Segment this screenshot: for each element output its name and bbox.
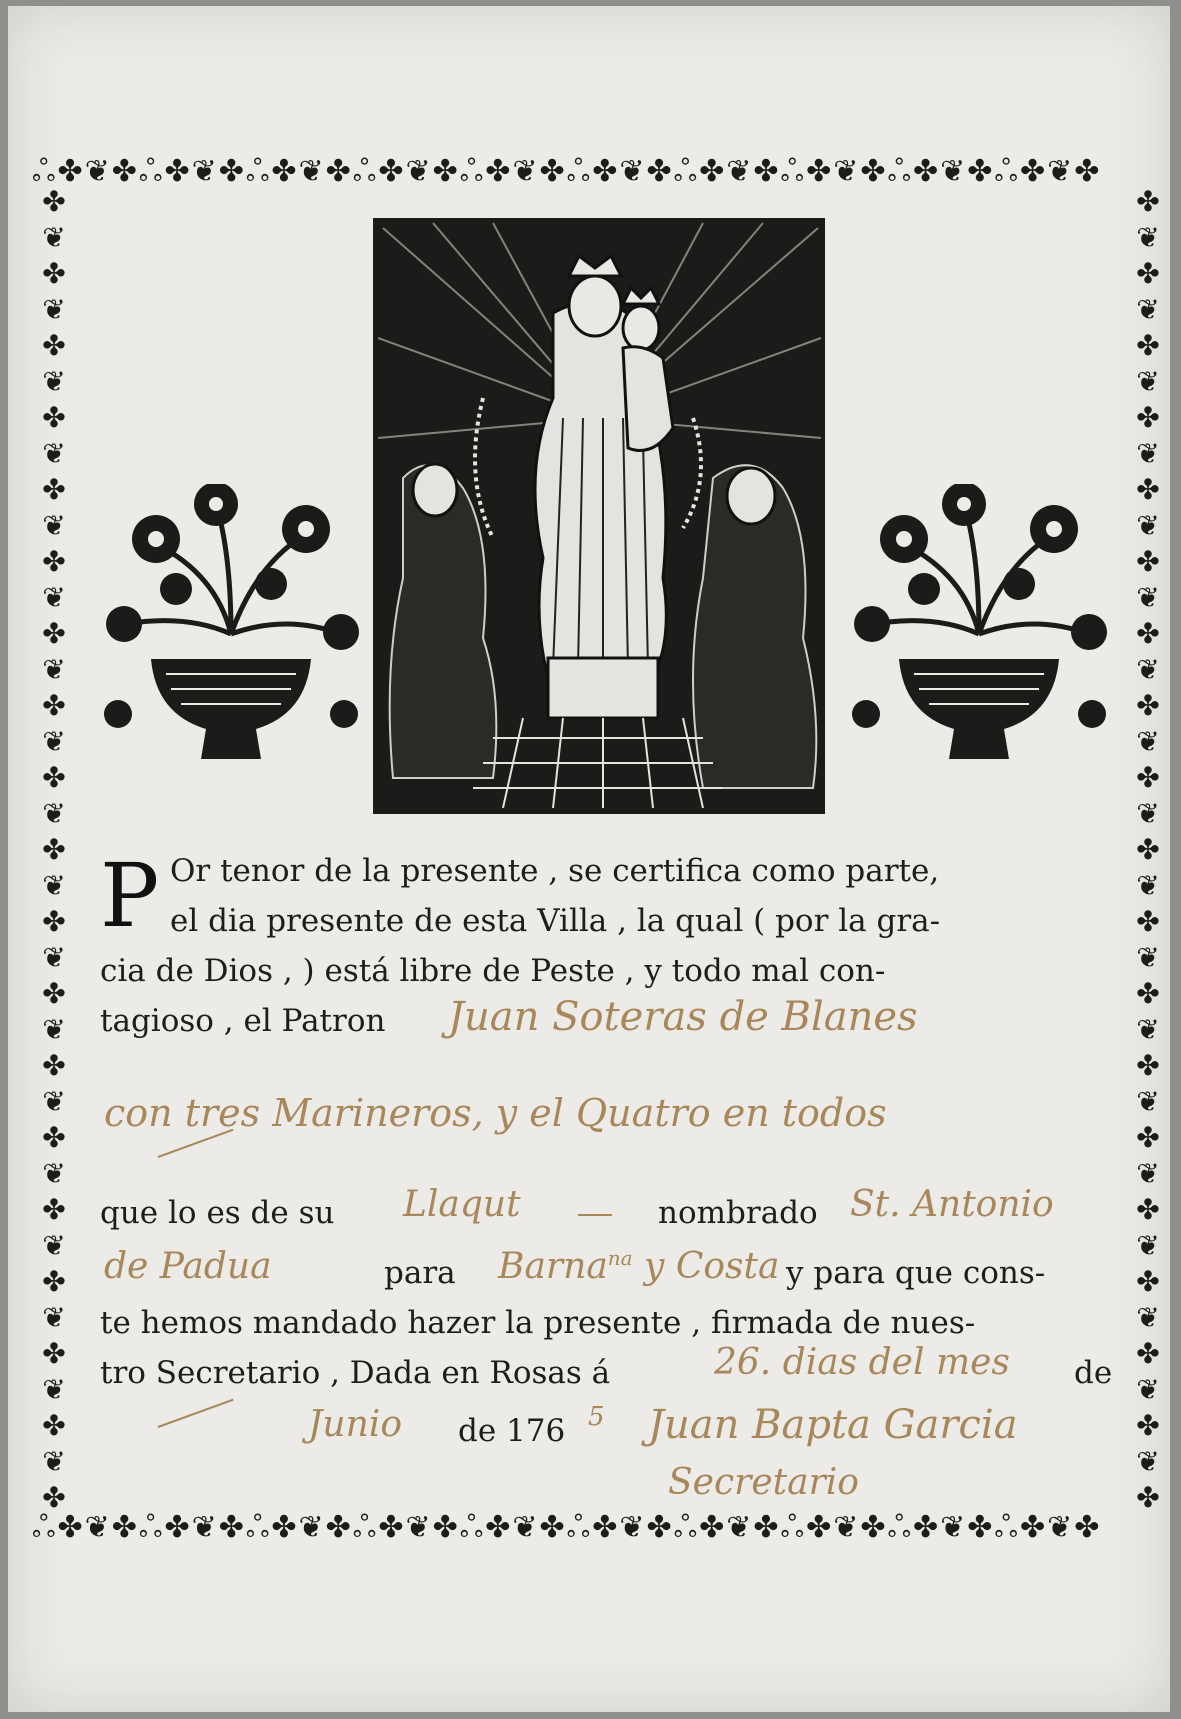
flower-vase-left-illustration	[96, 484, 366, 774]
text-line-7a: que lo es de su	[100, 1195, 335, 1231]
handwritten-crew: con tres Marineros, y el Quatro en todos	[104, 1091, 887, 1135]
text-line-10a: tro Secretario , Dada en Rosas á	[100, 1355, 611, 1391]
text-line-8a: para	[384, 1255, 456, 1291]
text-line-2: el dia presente de esta Villa , la qual ( por la gra-	[170, 903, 941, 939]
text-line-10b: de	[1074, 1355, 1113, 1391]
text-line-4: tagioso , el Patron	[100, 1003, 386, 1039]
certificate-sheet	[8, 6, 1170, 1712]
ornamental-border-bottom: ஃ✤❦✤ஃ✤❦✤ஃ✤❦✤ஃ✤❦✤ஃ✤❦✤ஃ✤❦✤ஃ✤❦✤ஃ✤❦✤ஃ✤❦✤ஃ✤❦✤	[32, 1510, 1102, 1545]
text-line-1: Or tenor de la presente , se certifica como parte,	[170, 853, 940, 889]
ornamental-border-right: ✤❦✤❦✤❦✤❦✤❦✤❦✤❦✤❦✤❦✤❦✤❦✤❦✤❦✤❦✤❦✤❦✤❦✤❦✤	[1136, 185, 1160, 1514]
handwritten-patron-name: Juan Soteras de Blanes	[448, 994, 918, 1040]
handwritten-destination	[498, 1246, 779, 1287]
handwritten-destination-main: Barna	[498, 1246, 608, 1287]
handwritten-dash	[578, 1214, 612, 1216]
handwritten-signature-role: Secretario	[668, 1462, 859, 1503]
handwritten-destination-superscript: na	[607, 1246, 633, 1270]
ornamental-border-top: ஃ✤❦✤ஃ✤❦✤ஃ✤❦✤ஃ✤❦✤ஃ✤❦✤ஃ✤❦✤ஃ✤❦✤ஃ✤❦✤ஃ✤❦✤ஃ✤❦✤	[32, 154, 1102, 189]
handwritten-year-digit: 5	[588, 1402, 605, 1432]
handwritten-day: 26. dias del mes	[714, 1342, 1010, 1383]
text-line-7b: nombrado	[658, 1195, 818, 1231]
handwritten-stroke-2	[158, 1399, 234, 1428]
flower-vase-right-illustration	[844, 484, 1114, 774]
text-line-3: cia de Dios , ) está libre de Peste , y todo mal con-	[100, 953, 886, 989]
handwritten-destination-2: y Costa	[644, 1246, 780, 1287]
handwritten-vessel-type: Llaqut	[403, 1184, 521, 1225]
drop-cap: P	[100, 844, 160, 947]
handwritten-signature: Juan Bapta Garcia	[648, 1402, 1018, 1448]
ornamental-border-left: ✤❦✤❦✤❦✤❦✤❦✤❦✤❦✤❦✤❦✤❦✤❦✤❦✤❦✤❦✤❦✤❦✤❦✤❦✤	[42, 185, 66, 1514]
handwritten-vessel-name-2: de Padua	[104, 1246, 272, 1287]
text-line-9: te hemos mandado hazer la presente , firmada de nues-	[100, 1305, 976, 1341]
text-line-8b: y para que cons-	[786, 1255, 1046, 1291]
woodcut-virgin-illustration	[373, 218, 825, 814]
handwritten-month: Junio	[308, 1404, 402, 1445]
text-line-11: de 176	[458, 1413, 566, 1449]
handwritten-vessel-name-1: St. Antonio	[850, 1184, 1054, 1225]
